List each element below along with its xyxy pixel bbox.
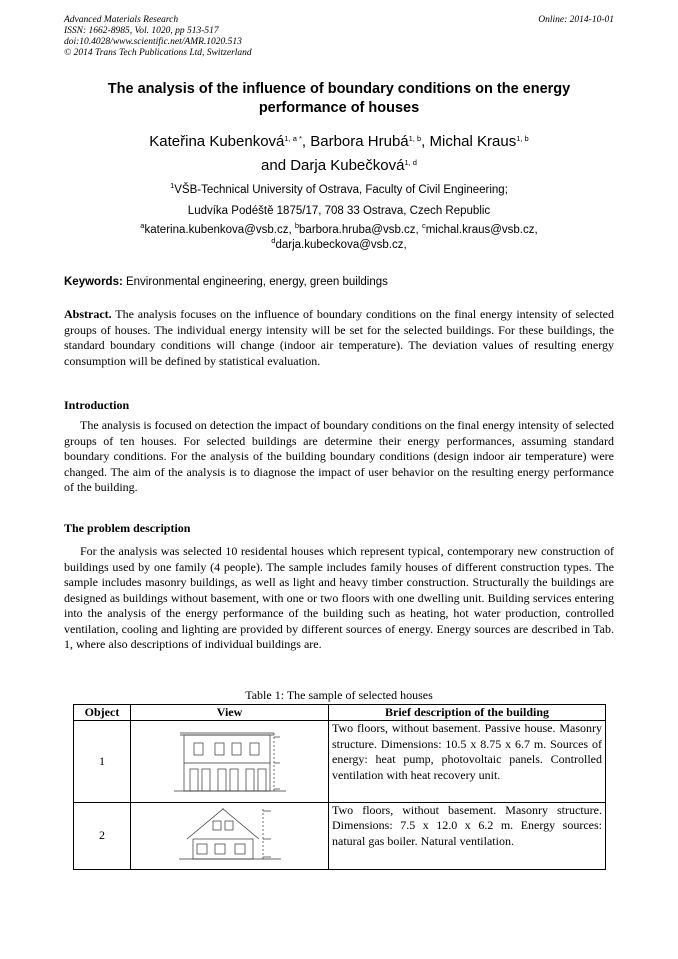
affiliation-line2: Ludvíka Podéště 1875/17, 708 33 Ostrava, Czech Republic [187, 205, 491, 217]
house-drawing-cell [131, 721, 329, 803]
author-sup: 1, b [408, 134, 422, 143]
email-link[interactable]: darja.kubeckova@vsb.cz, [275, 239, 407, 251]
author-name: Michal Kraus [429, 133, 517, 150]
journal-meta [64, 15, 614, 59]
email-sup: c [421, 221, 426, 230]
keywords-label: Keywords: [64, 276, 123, 288]
journal-issn: ISSN: 1662-8985, Vol. 1020, pp 513-517 [64, 26, 219, 36]
email-sup: d [271, 236, 276, 245]
author-sup: 1, a * [284, 134, 302, 143]
author-emails [60, 223, 618, 253]
email-line2 [60, 238, 618, 253]
author-name: Darja Kubečková [290, 157, 405, 174]
paper-title-line2: performance of houses [258, 100, 420, 116]
affiliation-text: VŠB-Technical University of Ostrava, Faculty of Civil Engineering; [174, 184, 508, 196]
affiliation-sup: 1 [170, 181, 175, 190]
journal-name: Advanced Materials Research [64, 15, 179, 25]
column-header-object: Object [74, 705, 131, 721]
journal-doi[interactable]: doi:10.4028/www.scientific.net/AMR.1020.513 [64, 37, 242, 47]
affiliation-line1 [60, 180, 618, 201]
abstract-text: The analysis focuses on the influence of boundary conditions on the final energy intensity of selected groups of houses. The individual energy intensity will be set for the selected buildings. For these buildings, the standard boundary conditions will change (indoor air temperature). The deviation values of resulting energy consumption will be defined by statistical evaluation. [64, 307, 614, 368]
author-line1 [60, 130, 618, 154]
author-and: and [261, 157, 291, 174]
object-number: 1 [74, 721, 131, 803]
author-line2 [60, 154, 618, 178]
house-2-elevation-drawing [175, 805, 285, 863]
email-link[interactable]: michal.kraus@vsb.cz, [425, 224, 538, 236]
column-header-description: Brief description of the building [329, 705, 606, 721]
paper-title-line1: The analysis of the influence of boundary conditions on the energy [107, 81, 571, 97]
online-date: Online: 2014-10-01 [538, 15, 614, 25]
building-description: Two floors, without basement. Passive house. Masonry structure. Dimensions: 10.5 x 8.75 x 6.7 m. Sources of energy: heat pump, photovoltaic panels. Controlled ventilation with heat recovery unit. [329, 721, 606, 803]
journal-copyright: © 2014 Trans Tech Publications Ltd, Switzerland [64, 48, 252, 58]
author-sep: , [301, 133, 311, 150]
building-description: Two floors, without basement. Masonry structure. Dimensions: 7.5 x 12.0 x 6.2 m. Energy sources: natural gas boiler. Natural ventilation. [329, 802, 606, 870]
author-name: Barbora Hrubá [310, 133, 409, 150]
journal-header [64, 15, 614, 59]
keywords [64, 276, 614, 288]
table-caption: Table 1: The sample of selected houses [245, 688, 433, 702]
keywords-text: Environmental engineering, energy, green buildings [122, 276, 388, 288]
email-link[interactable]: barbora.hruba@vsb.cz, [299, 224, 422, 236]
table-row [74, 802, 606, 870]
author-list [60, 130, 618, 178]
table-row [74, 721, 606, 803]
email-sup: a [140, 221, 145, 230]
introduction-heading: Introduction [64, 398, 130, 412]
abstract-label: Abstract. [64, 307, 112, 321]
house-1-elevation-drawing [170, 723, 290, 795]
house-drawing-cell [131, 802, 329, 870]
email-line1 [60, 223, 618, 238]
author-sup: 1, d [404, 158, 417, 167]
abstract [64, 307, 614, 369]
problem-text: For the analysis was selected 10 residental houses which represent typical, contemporary new construction of buildings used by one family (4 people). The sample includes family houses of different construction types. The sample includes masonry buildings, as well as light and heavy timber construction. Structurally the buildings are designed as buildings without basement, with one or two floors with one dwelling unit. Building services entering into the analysis of the energy performance of the building such as heating, hot water production, controlled ventilation, cooling and lighting are provided by different sources of energy. Energy sources are described in Tab. 1, where also descriptions of individual buildings are. [64, 544, 614, 651]
sample-houses-table [73, 704, 606, 870]
affiliation [60, 180, 618, 222]
author-name: Kateřina Kubenková [149, 133, 285, 150]
email-link[interactable]: katerina.kubenkova@vsb.cz, [144, 224, 295, 236]
table-header-row [74, 705, 606, 721]
introduction-text: The analysis is focused on detection the impact of boundary conditions on the final energy intensity of selected groups of ten houses. For selected buildings are determine their energy performances, assuming standard boundary conditions. For the analysis of the building boundary conditions (design indoor air temperature) were changed. The aim of the analysis is to diagnose the impact of user behavior on the resulting energy performance of the building. [64, 418, 614, 494]
object-number: 2 [74, 802, 131, 870]
paper-title [70, 80, 608, 118]
author-sup: 1, b [516, 134, 529, 143]
email-sup: b [294, 221, 300, 230]
column-header-view: View [131, 705, 329, 721]
author-sep: , [421, 133, 430, 150]
problem-heading: The problem description [64, 521, 191, 535]
